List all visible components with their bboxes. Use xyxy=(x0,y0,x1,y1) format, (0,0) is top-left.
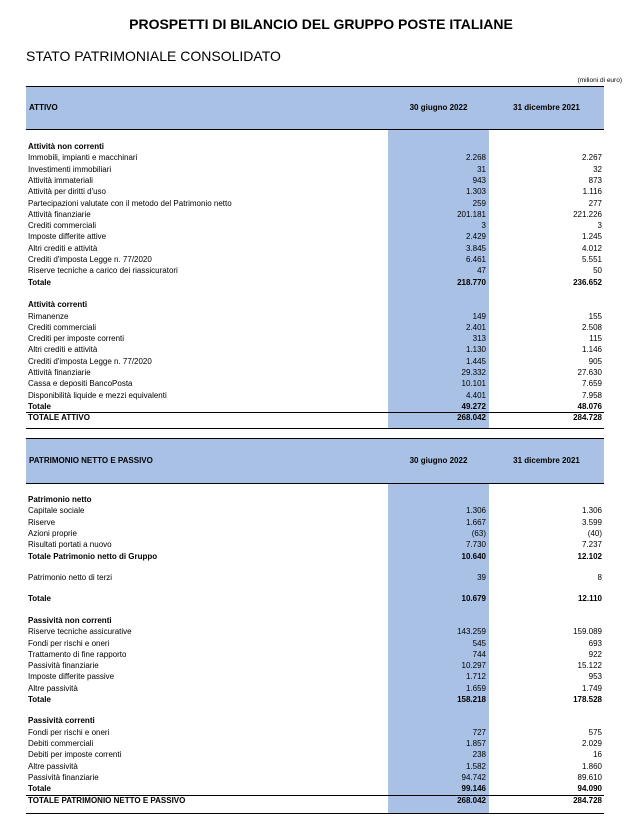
table-row xyxy=(26,694,604,705)
table-row xyxy=(26,220,604,231)
table-row xyxy=(26,254,604,265)
row-label: Totale xyxy=(28,277,51,287)
value-30-giugno-2022: 2.401 xyxy=(465,322,486,332)
row-label: Totale xyxy=(28,784,51,794)
value-31-dicembre-2021: 2.508 xyxy=(581,322,602,332)
value-31-dicembre-2021: 7.237 xyxy=(581,540,602,550)
value-31-dicembre-2021: 1.245 xyxy=(581,232,602,242)
value-31-dicembre-2021: 94.090 xyxy=(577,784,602,794)
row-label: Trattamento di fine rapporto xyxy=(28,649,127,659)
section-title-label: Passività correnti xyxy=(28,716,95,726)
value-31-dicembre-2021: 1.860 xyxy=(581,761,602,771)
row-label: Totale xyxy=(28,594,51,604)
table-row xyxy=(26,390,604,401)
value-31-dicembre-2021: 1.116 xyxy=(582,187,602,197)
value-31-dicembre-2021: 575 xyxy=(588,727,602,737)
row-label: Risultati portati a nuovo xyxy=(28,540,112,550)
grand-total-row xyxy=(26,795,604,806)
value-30-giugno-2022: 158.218 xyxy=(457,695,486,704)
value-30-giugno-2022: 2.268 xyxy=(465,153,486,163)
value-31-dicembre-2021: 4.012 xyxy=(581,243,602,253)
row-label: Totale xyxy=(28,401,51,411)
table-row xyxy=(26,671,604,682)
value-31-dicembre-2021: 27.630 xyxy=(577,368,602,377)
value-30-giugno-2022: 99.146 xyxy=(461,784,486,794)
table-row xyxy=(26,367,604,378)
table-row xyxy=(26,749,604,760)
value-30-giugno-2022: 149 xyxy=(472,311,486,321)
table-row xyxy=(26,198,604,209)
table-row xyxy=(26,401,604,412)
row-label: Crediti d'imposta Legge n. 77/2020 xyxy=(28,255,152,264)
value-30-giugno-2022: 143.259 xyxy=(457,627,486,637)
table-row xyxy=(26,660,604,671)
value-31-dicembre-2021: 3 xyxy=(597,221,602,231)
value-31-dicembre-2021: 8 xyxy=(597,572,602,582)
row-label: Azioni proprie xyxy=(28,528,77,538)
row-label: Crediti per imposte correnti xyxy=(28,334,125,344)
passivo-header-label: PATRIMONIO NETTO E PASSIVO xyxy=(29,456,153,465)
value-31-dicembre-2021: 953 xyxy=(588,672,602,682)
row-label: Imposte differite passive xyxy=(28,672,115,682)
value-30-giugno-2022: 313 xyxy=(472,334,486,344)
section-title xyxy=(26,615,604,626)
value-31-dicembre-2021: 178.528 xyxy=(573,695,602,704)
row-label: Fondi per rischi e oneri xyxy=(28,727,110,737)
attivo-header-label: ATTIVO xyxy=(29,103,58,112)
table-row xyxy=(26,593,604,604)
attivo-header xyxy=(26,87,604,129)
value-30-giugno-2022: 6.461 xyxy=(465,255,486,264)
grand-total-row xyxy=(26,412,604,423)
value-31-dicembre-2021: 284.728 xyxy=(573,795,602,805)
table-row xyxy=(26,186,604,197)
value-30-giugno-2022: 10.679 xyxy=(461,594,486,604)
row-label: Debiti commerciali xyxy=(28,739,94,749)
table-row xyxy=(26,505,604,516)
row-label: Altre passività xyxy=(28,761,78,771)
value-30-giugno-2022: 744 xyxy=(472,649,486,659)
row-label: Partecipazioni valutate con il metodo del Patrimonio netto xyxy=(28,198,232,208)
value-31-dicembre-2021: 2.029 xyxy=(581,739,602,749)
value-31-dicembre-2021: 7.659 xyxy=(581,379,602,389)
value-31-dicembre-2021: 155 xyxy=(588,311,602,321)
row-label: Investimenti immobiliari xyxy=(28,164,112,174)
value-31-dicembre-2021: 7.958 xyxy=(581,390,602,400)
value-30-giugno-2022: 259 xyxy=(472,198,486,208)
value-30-giugno-2022: 1.303 xyxy=(465,187,486,197)
row-label: Crediti commerciali xyxy=(28,322,97,332)
value-31-dicembre-2021: 50 xyxy=(593,266,602,276)
table-row xyxy=(26,528,604,539)
row-label: TOTALE ATTIVO xyxy=(28,413,90,423)
table-row xyxy=(26,277,604,288)
value-31-dicembre-2021: 905 xyxy=(588,356,602,366)
table-row xyxy=(26,517,604,528)
section-title xyxy=(26,141,604,152)
section-title-label: Attività non correnti xyxy=(28,142,105,151)
table-row xyxy=(26,378,604,389)
value-30-giugno-2022: 238 xyxy=(472,750,486,760)
value-31-dicembre-2021: 115 xyxy=(589,334,602,344)
value-30-giugno-2022: 943 xyxy=(472,175,486,185)
value-30-giugno-2022: (63) xyxy=(471,528,486,538)
row-label: Passività finanziarie xyxy=(28,772,99,782)
value-31-dicembre-2021: 1.146 xyxy=(581,345,602,355)
value-31-dicembre-2021: 159.089 xyxy=(573,627,602,637)
value-30-giugno-2022: 545 xyxy=(472,638,486,648)
value-30-giugno-2022: 4.401 xyxy=(465,390,486,400)
value-30-giugno-2022: 39 xyxy=(477,572,486,582)
value-31-dicembre-2021: 284.728 xyxy=(573,413,602,423)
section-title-label: Passività non correnti xyxy=(28,615,112,625)
value-31-dicembre-2021: 12.110 xyxy=(577,594,602,604)
table-row xyxy=(26,231,604,242)
document-title: PROSPETTI DI BILANCIO DEL GRUPPO POSTE ITALIANE xyxy=(129,16,513,32)
section-title-label: Attività correnti xyxy=(28,300,88,310)
row-label: Attività immateriali xyxy=(28,175,93,185)
row-label: Immobili, impianti e macchinari xyxy=(28,153,138,163)
value-31-dicembre-2021: (40) xyxy=(587,528,602,538)
value-30-giugno-2022: 29.332 xyxy=(461,368,486,377)
value-30-giugno-2022: 2.429 xyxy=(465,232,486,242)
value-30-giugno-2022: 268.042 xyxy=(457,413,486,423)
table-row xyxy=(26,772,604,783)
table-row xyxy=(26,333,604,344)
value-30-giugno-2022: 47 xyxy=(477,266,486,276)
row-label: Altri crediti e attività xyxy=(28,243,98,253)
row-label: Disponibilità liquide e mezzi equivalenti xyxy=(28,390,167,400)
value-31-dicembre-2021: 3.599 xyxy=(581,517,602,527)
passivo-table xyxy=(26,438,604,815)
row-label: Crediti d'imposta Legge n. 77/2020 xyxy=(28,356,152,366)
table-row xyxy=(26,344,604,355)
value-30-giugno-2022: 31 xyxy=(477,164,486,174)
value-30-giugno-2022: 1.712 xyxy=(465,672,486,682)
table-row xyxy=(26,649,604,660)
table-row xyxy=(26,683,604,694)
table-row xyxy=(26,626,604,637)
units-note: (milioni di euro) xyxy=(577,77,622,84)
value-30-giugno-2022: 94.742 xyxy=(461,772,486,782)
section-title xyxy=(26,494,604,505)
row-label: Patrimonio netto di terzi xyxy=(28,572,113,582)
table-row xyxy=(26,356,604,367)
row-label: Totale xyxy=(28,695,51,704)
value-30-giugno-2022: 10.640 xyxy=(461,551,486,561)
row-label: Crediti commerciali xyxy=(28,221,97,231)
attivo-table xyxy=(26,86,604,429)
value-30-giugno-2022: 49.272 xyxy=(461,401,486,411)
value-30-giugno-2022: 218.770 xyxy=(457,277,486,287)
row-label: Altre passività xyxy=(28,683,78,693)
value-31-dicembre-2021: 922 xyxy=(588,649,602,659)
table-row xyxy=(26,572,604,583)
attivo-header-col1: 30 giugno 2022 xyxy=(409,103,468,112)
value-31-dicembre-2021: 16 xyxy=(593,750,602,760)
table-row xyxy=(26,761,604,772)
table-row xyxy=(26,322,604,333)
table-row xyxy=(26,539,604,550)
value-31-dicembre-2021: 693 xyxy=(588,638,602,648)
row-label: Riserve tecniche a carico dei riassicuratori xyxy=(28,266,178,276)
value-30-giugno-2022: 3.845 xyxy=(465,243,486,253)
table-row xyxy=(26,727,604,738)
table-row xyxy=(26,152,604,163)
table-row xyxy=(26,783,604,794)
row-label: Riserve tecniche assicurative xyxy=(28,627,132,637)
table-row xyxy=(26,243,604,254)
value-30-giugno-2022: 1.857 xyxy=(465,739,486,749)
row-label: Attività finanziarie xyxy=(28,368,91,377)
row-label: Cassa e depositi BancoPosta xyxy=(28,379,133,389)
row-label: Totale Patrimonio netto di Gruppo xyxy=(28,551,158,561)
passivo-header xyxy=(26,439,604,483)
row-label: Imposte differite attive xyxy=(28,232,107,242)
value-31-dicembre-2021: 236.652 xyxy=(573,277,602,287)
table-row xyxy=(26,738,604,749)
value-30-giugno-2022: 1.130 xyxy=(465,345,486,355)
row-label: Attività per diritti d'uso xyxy=(28,187,107,197)
value-31-dicembre-2021: 48.076 xyxy=(577,401,602,411)
value-31-dicembre-2021: 1.306 xyxy=(581,506,602,516)
table-row xyxy=(26,265,604,276)
section-title xyxy=(26,715,604,726)
value-31-dicembre-2021: 873 xyxy=(588,175,602,185)
value-30-giugno-2022: 201.181 xyxy=(457,209,486,219)
table-row xyxy=(26,164,604,175)
value-30-giugno-2022: 727 xyxy=(472,727,486,737)
table-row xyxy=(26,551,604,562)
row-label: Capitale sociale xyxy=(28,506,85,516)
row-label: Altri crediti e attività xyxy=(28,345,98,355)
row-label: Rimanenze xyxy=(28,311,69,321)
row-label: Attività finanziarie xyxy=(28,209,91,219)
section-title xyxy=(26,299,604,310)
passivo-header-col2: 31 dicembre 2021 xyxy=(513,456,580,465)
value-30-giugno-2022: 1.445 xyxy=(465,356,486,366)
document-subtitle: STATO PATRIMONIALE CONSOLIDATO xyxy=(26,48,281,64)
row-label: Fondi per rischi e oneri xyxy=(28,638,110,648)
section-title-label: Patrimonio netto xyxy=(28,495,92,504)
table-row xyxy=(26,311,604,322)
value-31-dicembre-2021: 221.226 xyxy=(573,209,602,219)
value-31-dicembre-2021: 15.122 xyxy=(577,661,602,671)
table-row xyxy=(26,638,604,649)
table-row xyxy=(26,175,604,186)
attivo-header-col2: 31 dicembre 2021 xyxy=(513,103,580,112)
value-30-giugno-2022: 1.306 xyxy=(465,506,486,516)
row-label: Debiti per imposte correnti xyxy=(28,750,122,760)
value-30-giugno-2022: 10.297 xyxy=(461,661,486,671)
value-30-giugno-2022: 10.101 xyxy=(461,379,486,389)
value-30-giugno-2022: 7.730 xyxy=(465,540,486,550)
row-label: Riserve xyxy=(28,517,56,527)
value-30-giugno-2022: 3 xyxy=(481,221,486,231)
value-30-giugno-2022: 1.659 xyxy=(465,683,486,693)
value-31-dicembre-2021: 1.749 xyxy=(581,683,602,693)
value-30-giugno-2022: 1.582 xyxy=(465,761,486,771)
value-30-giugno-2022: 1.667 xyxy=(465,517,486,527)
row-label: TOTALE PATRIMONIO NETTO E PASSIVO xyxy=(28,795,186,805)
value-31-dicembre-2021: 5.551 xyxy=(581,255,602,264)
value-31-dicembre-2021: 277 xyxy=(588,198,602,208)
value-31-dicembre-2021: 32 xyxy=(593,164,602,174)
value-31-dicembre-2021: 89.610 xyxy=(577,772,602,782)
passivo-header-col1: 30 giugno 2022 xyxy=(409,456,468,465)
value-31-dicembre-2021: 12.102 xyxy=(577,551,602,561)
value-30-giugno-2022: 268.042 xyxy=(457,795,486,805)
value-31-dicembre-2021: 2.267 xyxy=(581,153,602,163)
row-label: Passività finanziarie xyxy=(28,661,99,671)
table-row xyxy=(26,209,604,220)
